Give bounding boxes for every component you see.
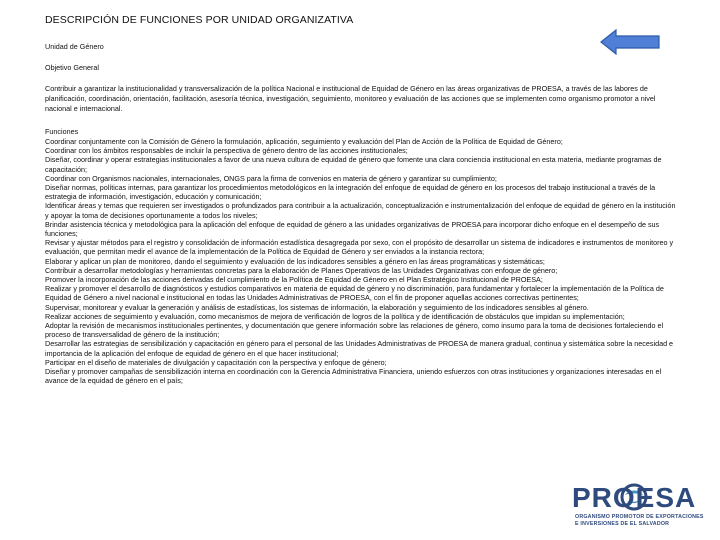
functions-list <box>45 137 677 385</box>
functions-label: Funciones <box>45 127 79 136</box>
function-item: Realizar y promover el desarrollo de diagnósticos y estudios comparativos en materia de equidad de género y no discriminación, para fundamentar y fortalecer la implementación de la Política de Equidad de Género a nivel nacional e institucional en todas las Unidades Administrativas de PROESA, con el fin de proponer aquellas acciones correctivas pertinentes; <box>45 284 664 303</box>
logo-subtitle-1: ORGANISMO PROMOTOR DE EXPORTACIONES <box>575 514 704 520</box>
function-item: Contribuir a desarrollar metodologías y herramientas concretas para la elaboración de Planes Operativos de las Unidades Organizativas con enfoque de género; <box>45 265 558 275</box>
logo-subtitle-2: E INVERSIONES DE EL SALVADOR <box>575 521 670 527</box>
function-item: Elaborar y aplicar un plan de monitoreo, dando el seguimiento y evaluación de los indicadores sensibles a género en las áreas programáticas y sistemáticas; <box>45 256 545 266</box>
function-item: Adoptar la revisión de mecanismos institucionales pertinentes, y documentación que genere información sobre las relaciones de género, como insumo para la toma de decisiones fortaleciendo el proceso de transversalidad de género de la institución; <box>45 321 664 340</box>
logo-wordmark <box>572 482 696 514</box>
function-item: Promover la incorporación de las acciones derivadas del cumplimiento de la Política de Equidad de Género en el Plan Estratégico Institucional de PROESA; <box>45 275 543 285</box>
function-item: Coordinar con los ámbitos responsables de incluir la perspectiva de género dentro de las acciones institucionales; <box>45 146 408 156</box>
function-item: Desarrollar las estrategias de sensibilización y capacitación en género para el personal de las Unidades Administrativas de PROESA de manera gradual, continua y sistemática sobre la necesidad e importancia de la aplicación del enfoque de equidad de género en el que hacer institucional; <box>45 339 674 358</box>
function-item: Realizar acciones de seguimiento y evaluación, como mecanismos de mejora de verificación de logros de la política y de identificación de obstáculos que impidan su implementación; <box>45 311 625 321</box>
function-item: Coordinar con Organismos nacionales, internacionales, ONGS para la firma de convenios en materia de género y garantizar su cumplimiento; <box>45 173 497 183</box>
function-item: Identificar áreas y temas que requieren ser investigados o profundizados para contribuir a la actualización, conceptualización e instrumentalización del enfoque de equidad de género en la institución y apoyar la toma de decisiones oportunamente a todos los niveles; <box>45 201 676 220</box>
function-item: Supervisar, monitorear y evaluar la generación y análisis de estadísticas, los sistemas de información, la elaboración y seguimiento de los indicadores sensibles al género. <box>45 302 589 312</box>
function-item: Brindar asistencia técnica y metodológica para la aplicación del enfoque de equidad de género a las unidades organizativas de PROESA para incorporar dicho enfoque en el desempeño de sus funciones; <box>45 219 660 239</box>
function-item: Diseñar y promover campañas de sensibilización interna en coordinación con la Gerencia Administrativa Financiera, uniendo esfuerzos con otras instituciones y organizaciones interesadas en el avance de la equidad de género en el país; <box>45 367 662 386</box>
proesa-logo <box>572 482 712 540</box>
objective-text: Contribuir a garantizar la institucionalidad y transversalización de la política Nacional e institucional de Equidad de Género en las áreas organizativas de PROESA, a través de las labores de planificación, coordinación, orientación, facilitación, asesoría técnica, investigación, seguimiento, monitoreo y evaluación de las acciones que se implementen como organismo promotor a nivel nacional e internacional. <box>45 84 656 114</box>
page-title: DESCRIPCIÓN DE FUNCIONES POR UNIDAD ORGANIZATIVA <box>45 14 354 26</box>
objective-label: Objetivo General <box>45 63 99 72</box>
function-item: Diseñar, coordinar y operar estrategias institucionales a favor de una nueva cultura de equidad de género que fomente una clara conciencia institucional en esta materia, mediante programas de capacitación; <box>45 155 662 174</box>
logo-name: PROESA <box>572 482 697 513</box>
function-item: Revisar y ajustar métodos para el registro y consolidación de información estadística desagregada por sexo, con el propósito de desarrollar un sistema de indicadores e instrumentos de monitoreo y evaluación, que permitan medir el avance de la implementación de la Política de Equidad de Género y ser enviados a la instancia rectora; <box>45 238 674 257</box>
function-item: Participar en el diseño de materiales de divulgación y capacitación con la perspectiva y enfoque de género; <box>45 357 387 367</box>
function-item: Coordinar conjuntamente con la Comisión de Género la formulación, aplicación, seguimiento y evaluación del Plan de Acción de la Política de Equidad de Género; <box>45 137 563 146</box>
unit-name: Unidad de Género <box>45 42 104 51</box>
function-item: Diseñar normas, políticas internas, para garantizar los procedimientos metodológicos en la integración del enfoque de equidad de género en los procesos del trabajo institucional a través de la estrategia de información, investigación, educación y comunicación; <box>45 183 656 202</box>
